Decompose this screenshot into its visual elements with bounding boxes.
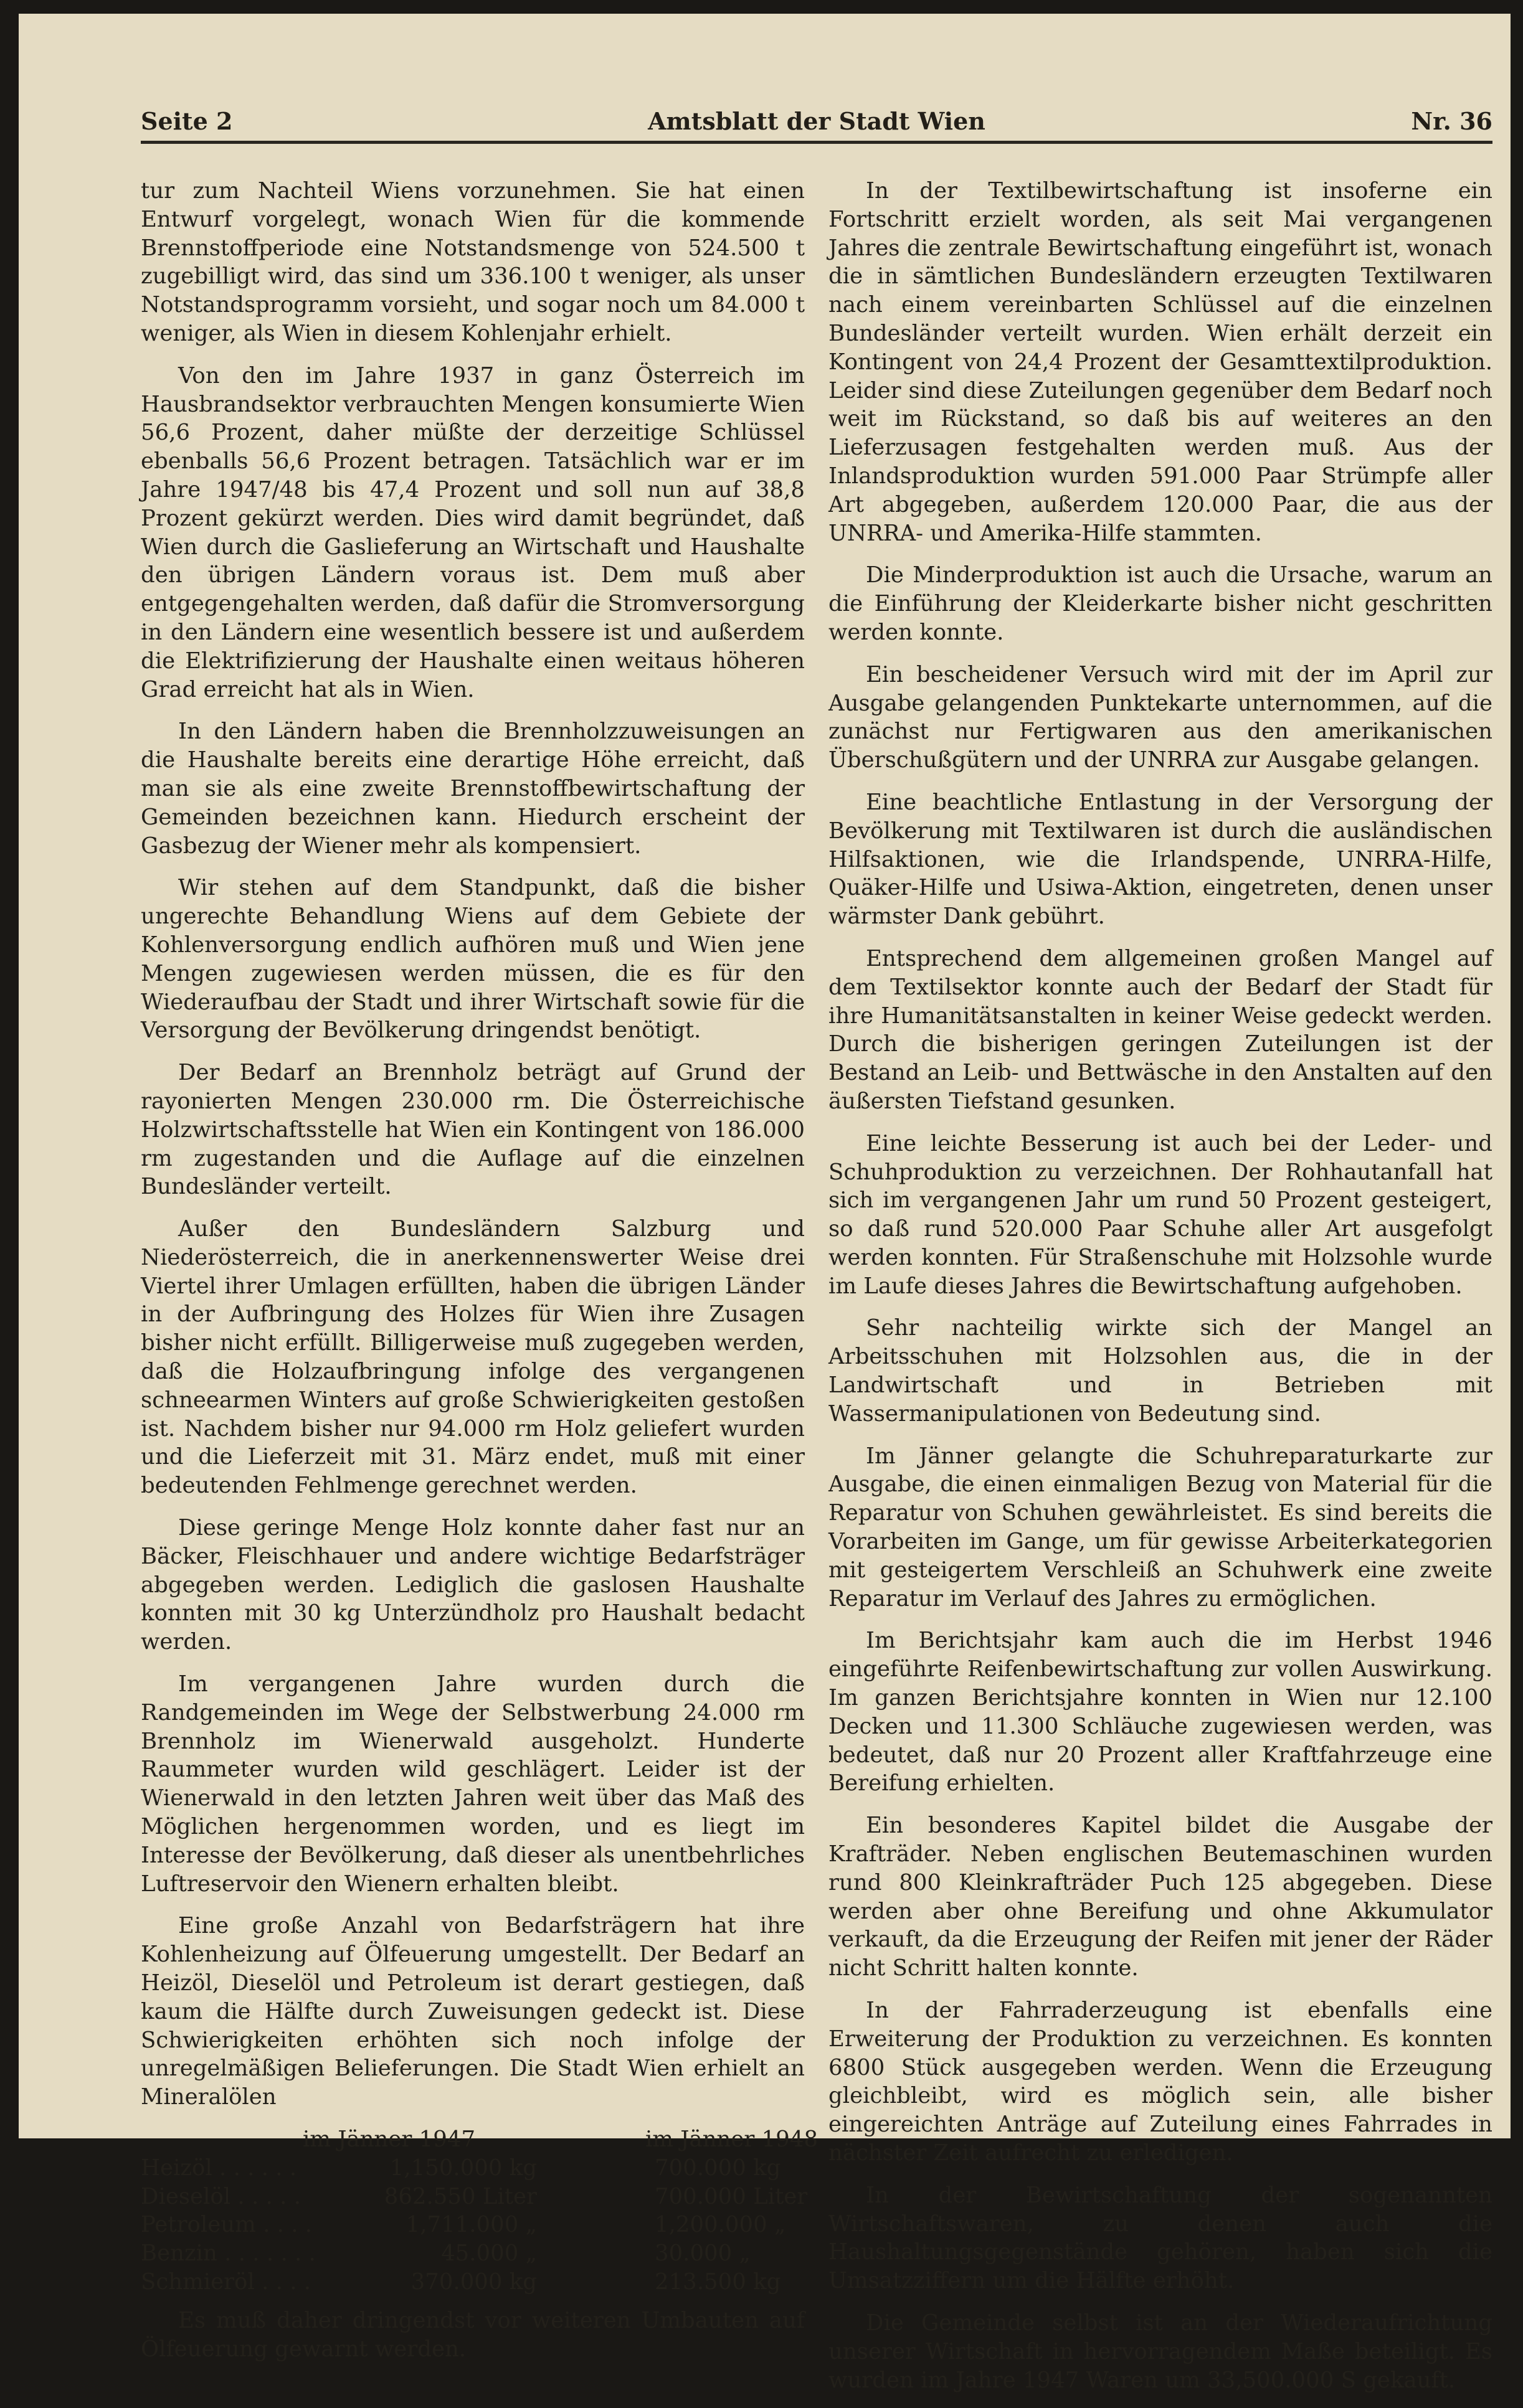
paragraph: Eine leichte Besserung ist auch bei der Leder- und Schuhproduktion zu verzeichnen. Der Rohhautanfall hat sich im vergangenen Jahr um rund 50 Prozent gesteigert, so daß rund 520.000 Paar Schuhe aller Art ausgefolgt werden konnten. Für Straßenschuhe mit Holzsohle wurde im Laufe dieses Jahres die Bewirtschaftung aufgehoben.: [828, 1130, 1492, 1299]
paragraph: Sehr nachteilig wirkte sich der Mangel an Arbeitsschuhen mit Holzsohlen aus, die in der Landwirtschaft und in Betrieben mit Wassermanipulationen von Bedeutung sind.: [828, 1315, 1492, 1427]
left-column: [141, 177, 818, 2377]
value-1948: 700.000 kg: [655, 2155, 781, 2181]
paragraph: Ein bescheidener Versuch wird mit der im April zur Ausgabe gelangenden Punktekarte unternommen, auf die zunächst nur Fertigwaren aus den amerikanischen Überschußgütern und der UNRRA zur Ausgabe gelangen.: [828, 661, 1492, 773]
row-label: Heizöl . . . . . .: [141, 2155, 297, 2181]
table-header: [141, 2125, 818, 2154]
paragraph: tur zum Nachteil Wiens vorzunehmen. Sie hat einen Entwurf vorgelegt, wonach Wien für die kommende Brennstoffperiode eine Notstandsmenge von 524.500 t zugebilligt wird, das sind um 336.100 t weniger, als unser Notstandsprogramm vorsieht, und sogar noch um 84.000 t weniger, als Wien in diesem Kohlenjahr erhielt.: [141, 178, 805, 346]
paragraph: In der Fahrraderzeugung ist ebenfalls eine Erweiterung der Produktion zu verzeichnen. Es konnten 6800 Stück ausgegeben werden. Wenn die Erzeugung gleichbleibt, wird es möglich sein, alle bisher eingereichten Anträge auf Zuteilung eines Fahrrades in nächster Zeit aufrecht zu erledigen.: [828, 1998, 1492, 2166]
paragraph: Entsprechend dem allgemeinen großen Mangel auf dem Textilsektor konnte auch der Bedarf der Stadt für ihre Humanitätsanstalten in keiner Weise gedeckt werden. Durch die bisherigen geringen Zuteilungen ist der Bestand an Leib- und Bettwäsche in den Anstalten auf den äußersten Tiefstand gesunken.: [828, 945, 1492, 1114]
issue-number: Nr. 36: [1411, 107, 1492, 135]
paragraph: Im Berichtsjahr kam auch die im Herbst 1946 eingeführte Reifenbewirtschaftung zur vollen Auswirkung. Im ganzen Berichtsjahre konnten in Wien nur 12.100 Decken und 11.300 Schläuche zugewiesen werden, was bedeutet, daß nur 20 Prozent aller Kraftfahrzeuge eine Bereifung erhielten.: [828, 1628, 1492, 1797]
paragraph: Eine beachtliche Entlastung in der Versorgung der Bevölkerung mit Textilwaren ist durch die ausländischen Hilfsaktionen, wie die Irlandspende, UNRRA-Hilfe, Quäker-Hilfe und Usiwa-Aktion, eingetreten, denen unser wärmster Dank gebührt.: [828, 789, 1492, 930]
paragraph: In der Textilbewirtschaftung ist insoferne ein Fortschritt erzielt worden, als seit Mai vergangenen Jahres die zentrale Bewirtschaftung eingeführt ist, wonach die in sämtlichen Bundesländern erzeugten Textilwaren nach einem vereinbarten Schlüssel auf die einzelnen Bundesländer verteilt wurden. Wien erhält derzeit ein Kontingent von 24,4 Prozent der Gesamttextilproduktion. Leider sind diese Zuteilungen gegenüber dem Bedarf noch weit im Rückstand, so daß bis auf weiteres an den Lieferzusagen festgehalten werden muß. Aus der Inlandsproduktion wurden 591.000 Paar Strümpfe aller Art abgegeben, außerdem 120.000 Paar, die aus der UNRRA- und Amerika-Hilfe stammten.: [828, 178, 1492, 546]
row-label: Schmieröl . . . .: [141, 2269, 311, 2295]
row-label: Petroleum . . . .: [141, 2212, 313, 2238]
paragraph: Ein besonderes Kapitel bildet die Ausgabe der Krafträder. Neben englischen Beutemaschinen wurden rund 800 Kleinkrafträder Puch 125 abgegeben. Diese werden aber ohne Bereifung und ohne Akkumulator verkauft, da die Erzeugung der Reifen mit jener der Räder nicht Schritt halten konnte.: [828, 1813, 1492, 1981]
page-header: [141, 93, 1492, 138]
table-row: [141, 2239, 805, 2268]
column-header-1947: im Jänner 1947: [303, 2127, 476, 2152]
column-header-1948: im Jänner 1948: [645, 2127, 818, 2152]
paragraph: Die Gemeinde selbst ist an der Wiederaufrichtung unserer Wirtschaft in hervorragendem Maße beteiligt. Es wurden im Jahre 1947 Waren um 33,500.000 S gekauft.: [828, 2310, 1492, 2393]
publication-title: Amtsblatt der Stadt Wien: [648, 107, 985, 135]
value-1947: 1,711.000 „: [406, 2212, 537, 2238]
page-number: Seite 2: [141, 107, 233, 135]
value-1947: 1,150.000 kg: [389, 2155, 537, 2181]
paragraph: Von den im Jahre 1937 in ganz Österreich im Hausbrandsektor verbrauchten Mengen konsumierte Wien 56,6 Prozent, daher müßte der derzeitige Schlüssel ebenballs 56,6 Prozent betragen. Tatsächlich war er im Jahre 1947/48 bis 47,4 Prozent und soll nun auf 38,8 Prozent gekürzt werden. Dies wird damit begründet, daß Wien durch die Gaslieferung an Wirtschaft und Haushalte den übrigen Ländern voraus ist. Dem muß aber entgegengehalten werden, daß dafür die Stromversorgung in den Ländern eine wesentlich bessere ist und außerdem die Elektrifizierung der Haushalte einen weitaus höheren Grad erreicht hat als in Wien.: [141, 362, 805, 702]
paragraph: Eine große Anzahl von Bedarfsträgern hat ihre Kohlenheizung auf Ölfeuerung umgestellt. Der Bedarf an Heizöl, Dieselöl und Petroleum ist derart gestiegen, daß kaum die Hälfte durch Zuweisungen gedeckt ist. Diese Schwierigkeiten erhöhten sich noch infolge der unregelmäßigen Belieferungen. Die Stadt Wien erhielt an Mineralölen: [141, 1913, 805, 2110]
paragraph: Im Jänner gelangte die Schuhreparaturkarte zur Ausgabe, die einen einmaligen Bezug von Material für die Reparatur von Schuhen gewährleistet. Es sind bereits die Vorarbeiten im Gange, um für gewisse Arbeiterkategorien mit gesteigertem Verschleiß an Schuhwerk eine zweite Reparatur im Verlauf des Jahres zu ermöglichen.: [828, 1443, 1492, 1612]
value-1948: 213.500 kg: [655, 2269, 781, 2295]
paragraph: Es muß daher dringendst vor weiteren Umbauten auf Ölfeuerung gewarnt werden.: [141, 2307, 805, 2362]
right-column: [828, 177, 1492, 2408]
newspaper-page: [19, 14, 1511, 2393]
row-label: Dieselöl . . . . .: [141, 2183, 301, 2209]
table-row: [141, 2154, 805, 2183]
table-row: [141, 2183, 808, 2211]
value-1948: 1,200.000 „: [655, 2212, 786, 2238]
paragraph: Wir stehen auf dem Standpunkt, daß die bisher ungerechte Behandlung Wiens auf dem Gebiete der Kohlenversorgung endlich aufhören muß und Wien jene Mengen zugewiesen werden müssen, die es für den Wiederaufbau der Stadt und ihrer Wirtschaft sowie für die Versorgung der Bevölkerung dringendst benötigt.: [141, 875, 805, 1044]
paragraph: Diese geringe Menge Holz konnte daher fast nur an Bäcker, Fleischhauer und andere wichtige Bedarfsträger abgegeben werden. Lediglich die gaslosen Haushalte konnten mit 30 kg Unterzündholz pro Haushalt bedacht werden.: [141, 1515, 805, 1655]
value-1947: 862.550 Liter: [384, 2183, 537, 2209]
table-row: [141, 2268, 805, 2297]
paragraph: Der Bedarf an Brennholz beträgt auf Grund der rayonierten Mengen 230.000 rm. Die Österreichische Holzwirtschaftsstelle hat Wien ein Kontingent von 186.000 rm zugestanden und die Auflage auf die einzelnen Bundesländer verteilt.: [141, 1060, 805, 1200]
value-1948: 30.000 „: [655, 2240, 751, 2267]
paragraph: In der Bewirtschaftung der sogenannten Wirtschaftswaren, zu denen auch die Haushaltungsgegenstände gehören, haben sich die Umsatzziffern um die Hälfte erhöht.: [828, 2182, 1492, 2294]
value-1947: 370.000 kg: [410, 2269, 537, 2295]
header-rule: [141, 141, 1492, 144]
value-1948: 700.000 Liter: [655, 2183, 808, 2209]
paragraph: Die Minderproduktion ist auch die Ursache, warum an die Einführung der Kleiderkarte bisher nicht geschritten werden konnte.: [828, 562, 1492, 645]
paragraph: In den Ländern haben die Brennholzzuweisungen an die Haushalte bereits eine derartige Höhe erreicht, daß man sie als eine zweite Brennstoffbewirtschaftung der Gemeinden bezeichnen kann. Hiedurch erscheint der Gasbezug der Wiener mehr als kompensiert.: [141, 719, 805, 859]
mineral-oil-table: [141, 2125, 818, 2297]
row-label: Benzin . . . . . . .: [141, 2240, 316, 2267]
table-row: [141, 2211, 805, 2239]
value-1947: 45.000 „: [441, 2240, 537, 2267]
paragraph: Im vergangenen Jahre wurden durch die Randgemeinden im Wege der Selbstwerbung 24.000 rm Brennholz im Wienerwald ausgeholzt. Hunderte Raummeter wurden wild geschlägert. Leider ist der Wienerwald in den letzten Jahren weit über das Maß des Möglichen hergenommen worden, und es liegt im Interesse der Bevölkerung, daß dieser als unentbehrliches Luftreservoir den Wienern erhalten bleibt.: [141, 1671, 805, 1897]
paragraph: Außer den Bundesländern Salzburg und Niederösterreich, die in anerkennenswerter Weise drei Viertel ihrer Umlagen erfüllten, haben die übrigen Länder in der Aufbringung des Holzes für Wien ihre Zusagen bisher nicht erfüllt. Billigerweise muß zugegeben werden, daß die Holzaufbringung infolge des vergangenen schneearmen Winters auf große Schwierigkeiten gestoßen ist. Nachdem bisher nur 94.000 rm Holz geliefert wurden und die Lieferzeit mit 31. März endet, muß mit einer bedeutenden Fehlmenge gerechnet werden.: [141, 1216, 805, 1499]
